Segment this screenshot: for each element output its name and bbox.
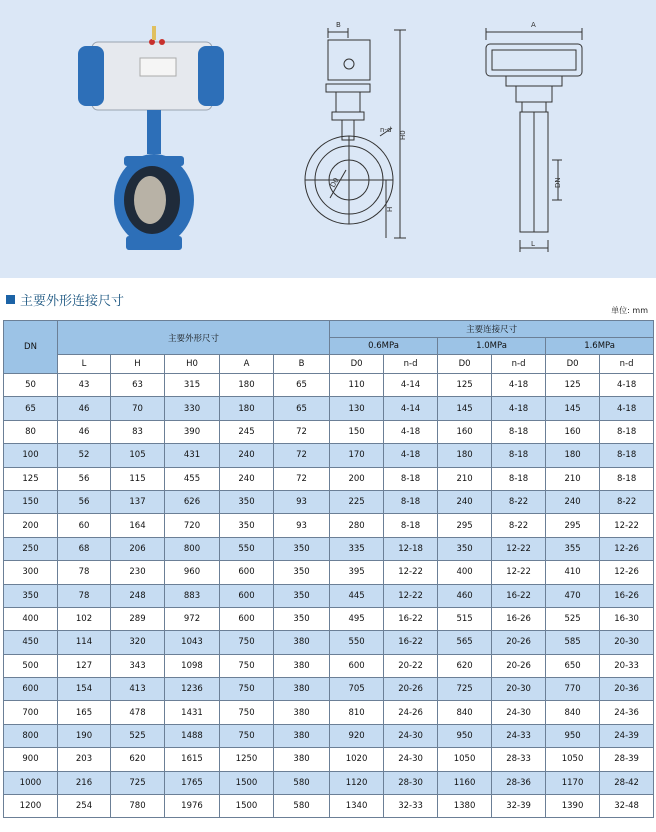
- table-cell: 127: [58, 654, 111, 677]
- table-cell: 315: [165, 374, 220, 397]
- table-cell: 28-42: [600, 771, 654, 794]
- table-cell: 350: [274, 537, 330, 560]
- section-title-text: 主要外形连接尺寸: [20, 294, 125, 309]
- table-cell: 750: [220, 724, 274, 747]
- table-cell: 65: [274, 374, 330, 397]
- table-cell: 350: [438, 537, 492, 560]
- table-cell: 620: [438, 654, 492, 677]
- table-cell: 20-22: [384, 654, 438, 677]
- table-cell: 4-14: [384, 397, 438, 420]
- table-cell: 320: [111, 631, 165, 654]
- table-cell: 883: [165, 584, 220, 607]
- front-view-drawing: [486, 28, 582, 252]
- table-row: [4, 584, 654, 607]
- table-row: [4, 467, 654, 490]
- table-cell: 580: [274, 795, 330, 818]
- table-cell: 770: [546, 678, 600, 701]
- table-cell: 1098: [165, 654, 220, 677]
- table-cell: 72: [274, 444, 330, 467]
- table-cell: 78: [58, 561, 111, 584]
- table-cell: 600: [220, 584, 274, 607]
- table-cell: 960: [165, 561, 220, 584]
- table-cell: 725: [111, 771, 165, 794]
- table-cell: 150: [4, 490, 58, 513]
- table-cell: 160: [438, 420, 492, 443]
- table-cell: 12-22: [384, 584, 438, 607]
- table-cell: 4-18: [492, 374, 546, 397]
- table-cell: 1380: [438, 795, 492, 818]
- table-cell: 380: [274, 701, 330, 724]
- label-h0: H0: [399, 130, 407, 140]
- table-cell: 525: [111, 724, 165, 747]
- table-cell: 180: [220, 397, 274, 420]
- table-cell: 400: [438, 561, 492, 584]
- label-nd-1: n-d: [380, 126, 392, 134]
- label-b: B: [336, 21, 341, 29]
- table-row: [4, 724, 654, 747]
- table-cell: 431: [165, 444, 220, 467]
- table-cell: 410: [546, 561, 600, 584]
- table-cell: 240: [546, 490, 600, 513]
- table-cell: 1120: [330, 771, 384, 794]
- table-cell: 8-22: [600, 490, 654, 513]
- table-cell: 1615: [165, 748, 220, 771]
- label-l: L: [531, 240, 535, 248]
- table-cell: 350: [220, 490, 274, 513]
- table-cell: 585: [546, 631, 600, 654]
- col-b: B: [274, 355, 330, 374]
- table-cell: 8-18: [492, 467, 546, 490]
- table-cell: 495: [330, 607, 384, 630]
- table-cell: 350: [274, 607, 330, 630]
- table-cell: 130: [330, 397, 384, 420]
- table-cell: 8-22: [492, 490, 546, 513]
- table-cell: 72: [274, 467, 330, 490]
- col-d0-16: D0: [546, 355, 600, 374]
- table-cell: 1043: [165, 631, 220, 654]
- table-cell: 1431: [165, 701, 220, 724]
- table-cell: 180: [438, 444, 492, 467]
- table-cell: 24-39: [600, 724, 654, 747]
- table-cell: 725: [438, 678, 492, 701]
- table-cell: 20-30: [600, 631, 654, 654]
- table-cell: 12-22: [492, 561, 546, 584]
- table-cell: 12-18: [384, 537, 438, 560]
- header-dn: DN: [4, 321, 58, 374]
- table-cell: 20-33: [600, 654, 654, 677]
- table-cell: 550: [220, 537, 274, 560]
- table-cell: 380: [274, 654, 330, 677]
- table-cell: 154: [58, 678, 111, 701]
- table-cell: 525: [546, 607, 600, 630]
- table-cell: 413: [111, 678, 165, 701]
- table-cell: 8-18: [384, 514, 438, 537]
- table-row: [4, 397, 654, 420]
- table-cell: 24-30: [492, 701, 546, 724]
- table-cell: 65: [274, 397, 330, 420]
- table-cell: 840: [438, 701, 492, 724]
- table-cell: 1500: [220, 795, 274, 818]
- table-cell: 8-18: [492, 420, 546, 443]
- table-cell: 12-22: [492, 537, 546, 560]
- table-cell: 750: [220, 654, 274, 677]
- table-cell: 460: [438, 584, 492, 607]
- table-cell: 395: [330, 561, 384, 584]
- table-cell: 80: [4, 420, 58, 443]
- table-cell: 240: [438, 490, 492, 513]
- table-cell: 12-22: [600, 514, 654, 537]
- table-cell: 650: [546, 654, 600, 677]
- table-cell: 50: [4, 374, 58, 397]
- table-row: [4, 607, 654, 630]
- table-cell: 390: [165, 420, 220, 443]
- table-cell: 20-26: [492, 654, 546, 677]
- table-row: [4, 561, 654, 584]
- table-cell: 20-26: [492, 631, 546, 654]
- table-cell: 515: [438, 607, 492, 630]
- table-cell: 20-30: [492, 678, 546, 701]
- table-cell: 330: [165, 397, 220, 420]
- table-cell: 600: [220, 561, 274, 584]
- table-cell: 350: [220, 514, 274, 537]
- table-cell: 46: [58, 397, 111, 420]
- table-cell: 1390: [546, 795, 600, 818]
- table-cell: 1020: [330, 748, 384, 771]
- table-row: [4, 631, 654, 654]
- table-cell: 950: [438, 724, 492, 747]
- table-cell: 32-39: [492, 795, 546, 818]
- table-cell: 705: [330, 678, 384, 701]
- table-cell: 230: [111, 561, 165, 584]
- table-cell: 4-18: [384, 444, 438, 467]
- table-cell: 93: [274, 514, 330, 537]
- table-cell: 355: [546, 537, 600, 560]
- table-cell: 1000: [4, 771, 58, 794]
- label-d0: D0: [328, 176, 341, 189]
- table-row: [4, 374, 654, 397]
- table-cell: 350: [274, 584, 330, 607]
- table-cell: 1976: [165, 795, 220, 818]
- table-cell: 70: [111, 397, 165, 420]
- table-cell: 380: [274, 748, 330, 771]
- table-cell: 24-36: [600, 701, 654, 724]
- table-cell: 750: [220, 631, 274, 654]
- table-cell: 60: [58, 514, 111, 537]
- table-cell: 100: [4, 444, 58, 467]
- table-cell: 335: [330, 537, 384, 560]
- table-cell: 8-18: [384, 490, 438, 513]
- table-cell: 32-33: [384, 795, 438, 818]
- table-cell: 350: [4, 584, 58, 607]
- table-cell: 620: [111, 748, 165, 771]
- table-row: [4, 444, 654, 467]
- table-cell: 600: [4, 678, 58, 701]
- table-cell: 52: [58, 444, 111, 467]
- table-cell: 580: [274, 771, 330, 794]
- col-a: A: [220, 355, 274, 374]
- table-cell: 400: [4, 607, 58, 630]
- table-cell: 12-22: [384, 561, 438, 584]
- dimension-table: [3, 320, 654, 818]
- product-hero: [0, 0, 656, 278]
- table-cell: 125: [546, 374, 600, 397]
- table-cell: 780: [111, 795, 165, 818]
- table-cell: 200: [330, 467, 384, 490]
- table-cell: 28-33: [492, 748, 546, 771]
- table-cell: 4-18: [600, 397, 654, 420]
- table-cell: 470: [546, 584, 600, 607]
- table-cell: 102: [58, 607, 111, 630]
- table-cell: 4-14: [384, 374, 438, 397]
- table-cell: 750: [220, 701, 274, 724]
- table-cell: 810: [330, 701, 384, 724]
- table-cell: 24-33: [492, 724, 546, 747]
- table-cell: 65: [4, 397, 58, 420]
- table-cell: 600: [220, 607, 274, 630]
- table-cell: 350: [274, 561, 330, 584]
- table-cell: 170: [330, 444, 384, 467]
- table-cell: 750: [220, 678, 274, 701]
- table-cell: 295: [438, 514, 492, 537]
- table-row: [4, 490, 654, 513]
- table-cell: 8-18: [600, 444, 654, 467]
- table-cell: 1050: [546, 748, 600, 771]
- table-cell: 240: [220, 444, 274, 467]
- table-cell: 8-18: [600, 467, 654, 490]
- table-cell: 295: [546, 514, 600, 537]
- table-cell: 1170: [546, 771, 600, 794]
- table-cell: 1200: [4, 795, 58, 818]
- table-cell: 380: [274, 678, 330, 701]
- table-cell: 28-39: [600, 748, 654, 771]
- table-cell: 16-30: [600, 607, 654, 630]
- col-h: H: [111, 355, 165, 374]
- table-cell: 28-30: [384, 771, 438, 794]
- table-cell: 16-22: [384, 631, 438, 654]
- table-cell: 720: [165, 514, 220, 537]
- table-cell: 24-30: [384, 724, 438, 747]
- table-cell: 12-26: [600, 561, 654, 584]
- table-cell: 20-36: [600, 678, 654, 701]
- col-d0-10: D0: [438, 355, 492, 374]
- table-cell: 125: [4, 467, 58, 490]
- table-cell: 1160: [438, 771, 492, 794]
- table-cell: 8-18: [492, 444, 546, 467]
- table-cell: 280: [330, 514, 384, 537]
- header-pressure-06: 0.6MPa: [330, 338, 438, 355]
- table-cell: 32-48: [600, 795, 654, 818]
- table-cell: 343: [111, 654, 165, 677]
- table-cell: 250: [4, 537, 58, 560]
- table-cell: 180: [546, 444, 600, 467]
- table-cell: 550: [330, 631, 384, 654]
- table-cell: 8-22: [492, 514, 546, 537]
- table-cell: 1488: [165, 724, 220, 747]
- table-cell: 56: [58, 490, 111, 513]
- table-cell: 68: [58, 537, 111, 560]
- table-cell: 8-18: [600, 420, 654, 443]
- col-l: L: [58, 355, 111, 374]
- table-cell: 8-18: [384, 467, 438, 490]
- table-body: [4, 374, 654, 818]
- table-row: [4, 654, 654, 677]
- table-cell: 216: [58, 771, 111, 794]
- table-cell: 972: [165, 607, 220, 630]
- table-cell: 28-36: [492, 771, 546, 794]
- table-cell: 43: [58, 374, 111, 397]
- table-cell: 445: [330, 584, 384, 607]
- table-cell: 137: [111, 490, 165, 513]
- table-cell: 300: [4, 561, 58, 584]
- table-cell: 83: [111, 420, 165, 443]
- table-cell: 800: [4, 724, 58, 747]
- table-cell: 93: [274, 490, 330, 513]
- table-cell: 24-26: [384, 701, 438, 724]
- table-cell: 206: [111, 537, 165, 560]
- label-h: H: [386, 206, 394, 212]
- table-cell: 840: [546, 701, 600, 724]
- table-cell: 240: [220, 467, 274, 490]
- table-cell: 203: [58, 748, 111, 771]
- table-cell: 165: [58, 701, 111, 724]
- table-cell: 500: [4, 654, 58, 677]
- valve-photo: [78, 26, 224, 250]
- header-pressure-16: 1.6MPa: [546, 338, 654, 355]
- header-dims-group: 主要外形尺寸: [58, 321, 330, 355]
- table-cell: 110: [330, 374, 384, 397]
- section-title: [6, 290, 124, 309]
- table-cell: 920: [330, 724, 384, 747]
- label-a: A: [531, 21, 536, 29]
- table-cell: 245: [220, 420, 274, 443]
- table-cell: 800: [165, 537, 220, 560]
- table-cell: 4-18: [492, 397, 546, 420]
- table-cell: 125: [438, 374, 492, 397]
- table-cell: 225: [330, 490, 384, 513]
- table-cell: 145: [546, 397, 600, 420]
- table-cell: 150: [330, 420, 384, 443]
- table-cell: 78: [58, 584, 111, 607]
- table-cell: 24-30: [384, 748, 438, 771]
- table-cell: 1765: [165, 771, 220, 794]
- col-h0: H0: [165, 355, 220, 374]
- table-cell: 115: [111, 467, 165, 490]
- label-dn: DN: [554, 177, 562, 188]
- table-cell: 16-26: [600, 584, 654, 607]
- table-cell: 478: [111, 701, 165, 724]
- table-cell: 4-18: [384, 420, 438, 443]
- table-cell: 190: [58, 724, 111, 747]
- table-cell: 455: [165, 467, 220, 490]
- table-cell: 248: [111, 584, 165, 607]
- table-cell: 1236: [165, 678, 220, 701]
- table-cell: 254: [58, 795, 111, 818]
- table-cell: 72: [274, 420, 330, 443]
- table-cell: 900: [4, 748, 58, 771]
- unit-label: 单位: mm: [611, 306, 648, 315]
- col-d0-06: D0: [330, 355, 384, 374]
- table-cell: 200: [4, 514, 58, 537]
- table-cell: 56: [58, 467, 111, 490]
- table-cell: 160: [546, 420, 600, 443]
- table-cell: 16-22: [492, 584, 546, 607]
- table-cell: 1250: [220, 748, 274, 771]
- table-cell: 626: [165, 490, 220, 513]
- table-row: [4, 514, 654, 537]
- bullet-square-icon: [6, 295, 15, 304]
- table-cell: 63: [111, 374, 165, 397]
- table-cell: 16-22: [384, 607, 438, 630]
- header-pressure-10: 1.0MPa: [438, 338, 546, 355]
- table-cell: 565: [438, 631, 492, 654]
- table-cell: 450: [4, 631, 58, 654]
- product-illustrations: [0, 0, 656, 278]
- table-cell: 1050: [438, 748, 492, 771]
- col-nd-10: n-d: [492, 355, 546, 374]
- table-row: [4, 701, 654, 724]
- table-cell: 289: [111, 607, 165, 630]
- table-cell: 16-26: [492, 607, 546, 630]
- table-cell: 20-26: [384, 678, 438, 701]
- table-cell: 105: [111, 444, 165, 467]
- table-row: [4, 537, 654, 560]
- table-cell: 380: [274, 631, 330, 654]
- table-row: [4, 795, 654, 818]
- table-cell: 4-18: [600, 374, 654, 397]
- table-row: [4, 748, 654, 771]
- table-cell: 145: [438, 397, 492, 420]
- col-nd-16: n-d: [600, 355, 654, 374]
- table-row: [4, 420, 654, 443]
- table-cell: 380: [274, 724, 330, 747]
- col-nd-06: n-d: [384, 355, 438, 374]
- table-cell: 600: [330, 654, 384, 677]
- table-cell: 12-26: [600, 537, 654, 560]
- table-cell: 1500: [220, 771, 274, 794]
- table-cell: 180: [220, 374, 274, 397]
- table-cell: 114: [58, 631, 111, 654]
- table-cell: 210: [546, 467, 600, 490]
- table-cell: 210: [438, 467, 492, 490]
- table-row: [4, 771, 654, 794]
- table-cell: 164: [111, 514, 165, 537]
- table-row: [4, 678, 654, 701]
- table-cell: 46: [58, 420, 111, 443]
- table-cell: 1340: [330, 795, 384, 818]
- header-conn-group: 主要连接尺寸: [330, 321, 654, 338]
- table-cell: 950: [546, 724, 600, 747]
- table-cell: 700: [4, 701, 58, 724]
